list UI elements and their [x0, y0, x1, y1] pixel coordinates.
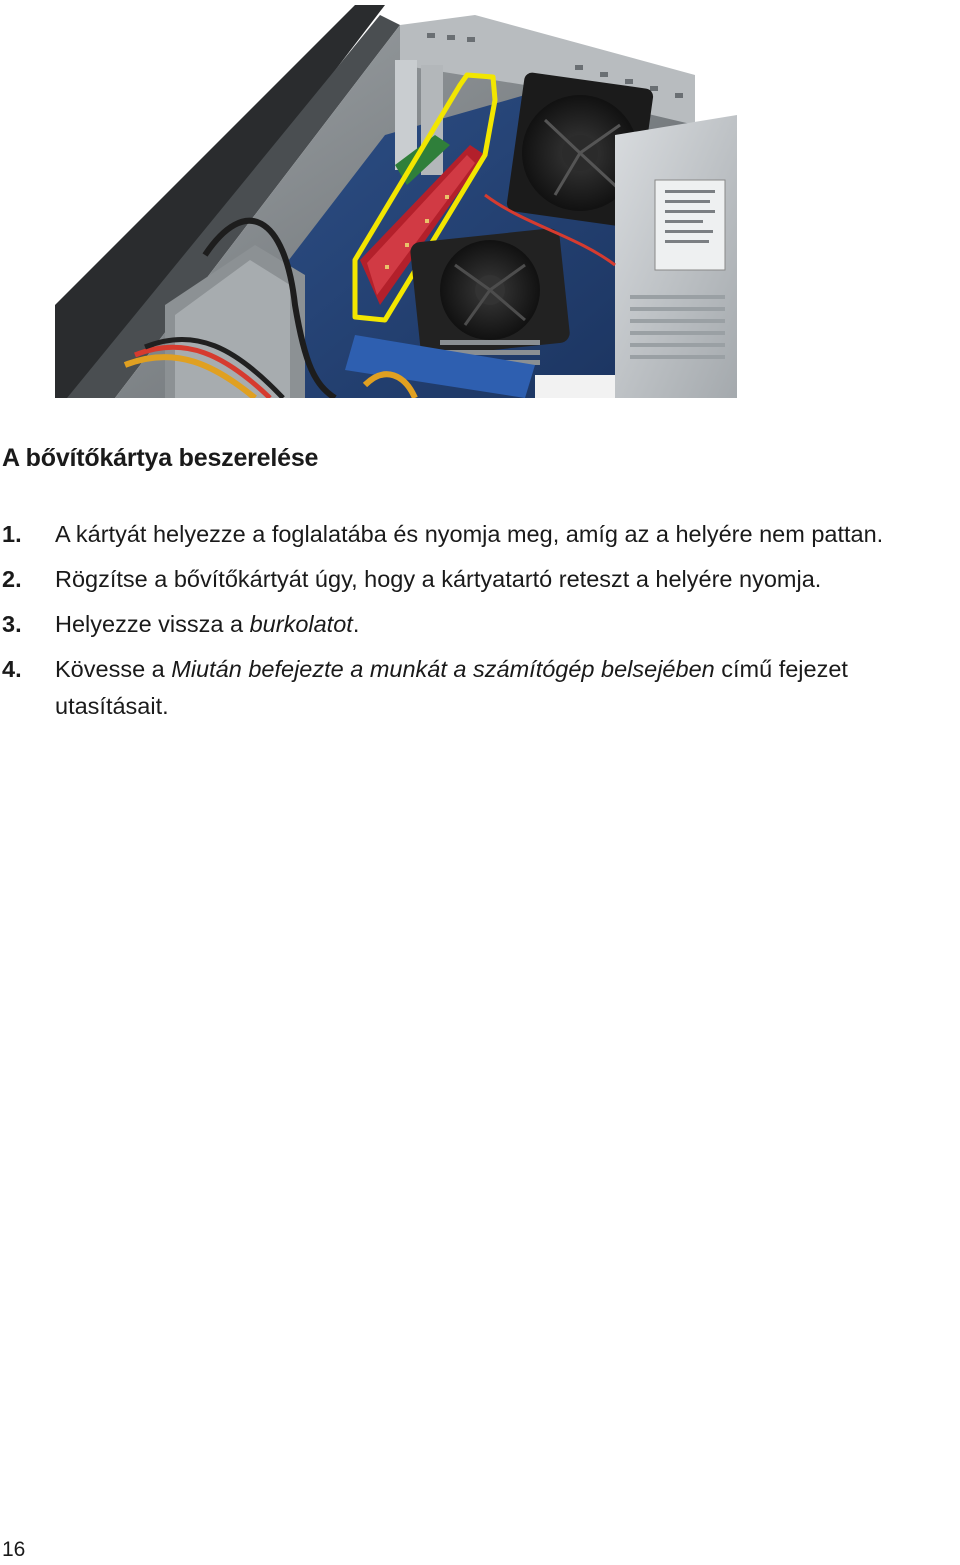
- section-heading: A bővítőkártya beszerelése: [2, 444, 319, 472]
- step-text-before: Kövesse a: [55, 656, 172, 682]
- step-number: 1.: [2, 521, 22, 547]
- step-number: 4.: [2, 656, 22, 682]
- instruction-steps: [0, 516, 960, 733]
- step-text-after: .: [352, 611, 360, 637]
- step-text-before: Helyezze vissza a: [55, 611, 250, 637]
- page-number: 16: [2, 1538, 26, 1561]
- step-text: A kártyát helyezze a foglalatába és nyomja meg, amíg az a helyére nem pattan.: [55, 521, 884, 547]
- step-text: Rögzítse a bővítőkártyát úgy, hogy a kártyatartó reteszt a helyére nyomja.: [55, 566, 822, 592]
- step-italic-reference: burkolatot: [249, 611, 353, 637]
- step-2: [0, 561, 960, 598]
- step-1: [0, 516, 960, 553]
- step-italic-reference: Miután befejezte a munkát a számítógép belsejében: [171, 656, 715, 682]
- step-text-after: című fejezet utasításait.: [55, 656, 848, 719]
- step-3: [0, 606, 960, 643]
- step-4: [0, 651, 960, 725]
- expansion-card-installation-photo: [55, 5, 737, 398]
- step-number: 2.: [2, 566, 22, 592]
- step-number: 3.: [2, 611, 22, 637]
